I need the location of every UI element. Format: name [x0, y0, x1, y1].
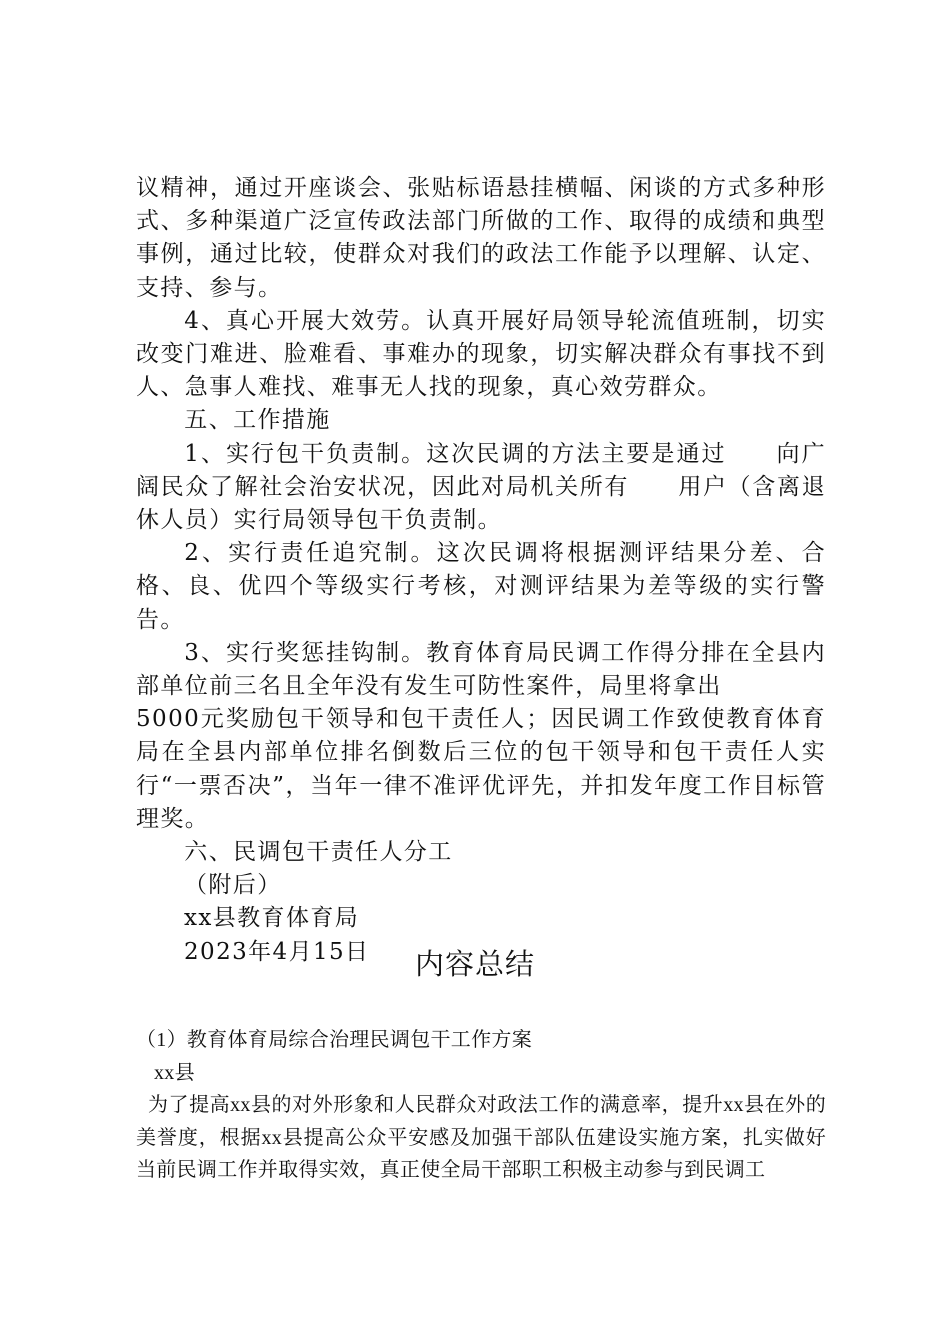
- paragraph-responsibility-system: 1、实行包干负责制。这次民调的方法主要是通过 向广阔民众了解社会治安状况，因此对局机关所有 用户（含离退休人员）实行局领导包干负责制。: [136, 440, 826, 534]
- issuer-name: xx县教育体育局: [184, 905, 360, 932]
- summary-item-title: （1）教育体育局综合治理民调包干工作方案: [136, 1029, 532, 1051]
- paragraph-reward-amount: 5000元奖励包干领导和包干责任人；因民调工作致使教育体育局在全县内部单位排名倒数后三位的包干领导和包干责任人实行“一票否决”，当年一律不准评优评先，并扣发年度工作目标管理奖。: [136, 706, 826, 832]
- issue-date: 2023年4月15日: [184, 938, 370, 965]
- paragraph-service: 4、真心开展大效劳。认真开展好局领导轮流值班制，切实改变门难进、脸难看、事难办的现象，切实解决群众有事找不到人、急事人难找、难事无人找的现象，真心效劳群众。: [136, 307, 826, 401]
- summary-item-body: 为了提高xx县的对外形象和人民群众对政法工作的满意率，提升xx县在外的美誉度，根据xx县提高公众平安感及加强干部队伍建设实施方案，扎实做好当前民调工作并取得实效，真正使全局干部职工积极主动参与到民调工: [136, 1094, 826, 1181]
- paragraph-accountability: 2、实行责任追究制。这次民调将根据测评结果分差、合格、良、优四个等级实行考核，对测评结果为差等级的实行警告。: [136, 540, 826, 633]
- paragraph-reward-punishment: 3、实行奖惩挂钩制。教育体育局民调工作得分排在全县内部单位前三名且全年没有发生可防性案件，局里将拿出: [136, 639, 826, 700]
- attachment-note: （附后）: [184, 872, 282, 899]
- document-body: [136, 172, 826, 969]
- paragraph-publicity: 议精神，通过开座谈会、张贴标语悬挂横幅、闲谈的方式多种形式、多种渠道广泛宣传政法部门所做的工作、取得的成绩和典型事例，通过比较，使群众对我们的政法工作能予以理解、认定、支持、参与。: [136, 175, 826, 301]
- summary-title: 内容总结: [414, 947, 535, 981]
- summary-section: [136, 1024, 826, 1187]
- section-heading-division: 六、民调包干责任人分工: [184, 839, 453, 866]
- section-heading-measures: 五、工作措施: [184, 407, 331, 434]
- summary-item-county: xx县: [154, 1061, 195, 1084]
